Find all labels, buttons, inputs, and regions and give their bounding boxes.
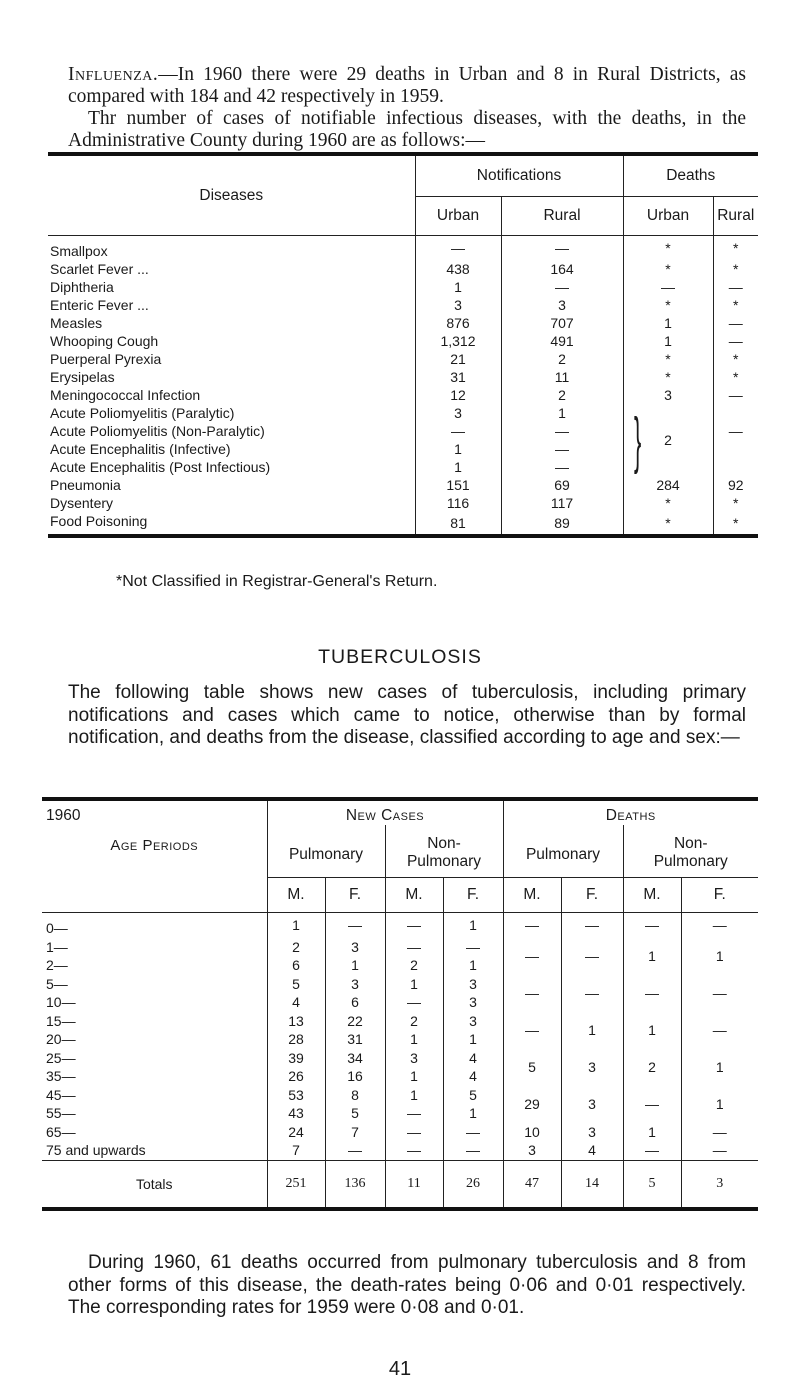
case-cell: — xyxy=(325,1141,385,1160)
disease-name: Scarlet Fever ... xyxy=(50,261,149,277)
case-cell: 22 xyxy=(325,1012,385,1031)
case-cell: — xyxy=(443,938,503,957)
right-brace-icon: } xyxy=(633,406,641,475)
death-cell: — xyxy=(503,938,561,975)
death-cell: — xyxy=(561,938,623,975)
intro-text-1: —In 1960 there were 29 deaths in Urban and 8 in Rural Districts, as compared with 184 and 42 respectively in 1959. xyxy=(68,64,746,107)
case-cell: 1 xyxy=(385,975,443,994)
sub-nonpulmonary-new xyxy=(385,825,503,878)
case-cell: 4 xyxy=(443,1067,503,1086)
col-notifications: Notifications xyxy=(415,154,623,197)
cell: 707 xyxy=(501,314,623,332)
cell xyxy=(713,458,758,476)
tuberculosis-table xyxy=(42,797,758,1211)
table-row xyxy=(42,1123,758,1142)
cell: * xyxy=(713,236,758,261)
cell: * xyxy=(713,512,758,536)
cell: 92 xyxy=(713,476,758,494)
col-f: F. xyxy=(681,878,758,913)
death-cell: — xyxy=(623,913,681,938)
case-cell: 3 xyxy=(443,975,503,994)
intro-text-2: Thr number of cases of notifiable infectious diseases, with the deaths, in the Administrative County during 1960 are as follows:— xyxy=(68,108,746,151)
cell: — xyxy=(415,236,501,261)
age-period: 2— xyxy=(46,957,68,973)
case-cell: 31 xyxy=(325,1030,385,1049)
cell: 438 xyxy=(415,260,501,278)
disease-name: Enteric Fever ... xyxy=(50,297,149,313)
cell: * xyxy=(623,260,713,278)
age-period: 1— xyxy=(46,938,68,955)
col-new-cases: New Cases xyxy=(267,799,503,825)
age-period: 15— xyxy=(46,1012,76,1029)
cell: 1 xyxy=(623,314,713,332)
notifiable-diseases-table xyxy=(48,152,758,538)
influenza-heading: Influenza. xyxy=(68,64,159,85)
cell: — xyxy=(501,278,623,296)
cell: — xyxy=(713,314,758,332)
case-cell: 53 xyxy=(267,1086,325,1105)
age-period: 10— xyxy=(46,994,76,1010)
grouped-deaths-cell xyxy=(623,404,713,476)
case-cell: 3 xyxy=(325,975,385,994)
disease-name: Acute Encephalitis (Infective) xyxy=(50,441,231,457)
death-cell: 1 xyxy=(623,938,681,975)
table-row xyxy=(42,1012,758,1031)
col-f: F. xyxy=(443,878,503,913)
death-cell: — xyxy=(623,1141,681,1160)
case-cell: 28 xyxy=(267,1030,325,1049)
tuberculosis-heading: TUBERCULOSIS xyxy=(318,646,482,668)
case-cell: 8 xyxy=(325,1086,385,1105)
case-cell: 3 xyxy=(443,1012,503,1031)
cell: * xyxy=(713,260,758,278)
disease-name: Erysipelas xyxy=(50,369,115,385)
table-row xyxy=(48,386,758,404)
case-cell: 13 xyxy=(267,1012,325,1031)
total-cell: 26 xyxy=(443,1160,503,1209)
cell: 1 xyxy=(415,458,501,476)
cell: — xyxy=(501,236,623,261)
cell: 1 xyxy=(415,278,501,296)
death-cell: — xyxy=(561,913,623,938)
table-row xyxy=(42,913,758,938)
death-cell: 1 xyxy=(681,938,758,975)
death-cell: — xyxy=(503,913,561,938)
cell: 12 xyxy=(415,386,501,404)
col-diseases: Diseases xyxy=(48,154,415,236)
cell: — xyxy=(415,422,501,440)
death-cell: 3 xyxy=(503,1141,561,1160)
disease-name: Diphtheria xyxy=(50,279,114,295)
death-cell: — xyxy=(623,1086,681,1123)
disease-name: Dysentery xyxy=(50,495,114,511)
death-cell: 1 xyxy=(681,1086,758,1123)
cell: 31 xyxy=(415,368,501,386)
case-cell: — xyxy=(385,1123,443,1142)
intro-paragraph xyxy=(68,64,746,108)
cell: 1 xyxy=(623,332,713,350)
page-number: 41 xyxy=(388,1358,412,1380)
death-cell: — xyxy=(681,1141,758,1160)
death-cell: — xyxy=(681,975,758,1012)
age-period: 5— xyxy=(46,975,68,992)
case-cell: 5 xyxy=(325,1104,385,1123)
age-period: 55— xyxy=(46,1105,76,1121)
age-period: 35— xyxy=(46,1068,76,1084)
col-m: M. xyxy=(503,878,561,913)
sub-deaths-urban: Urban xyxy=(623,197,713,236)
cell: 116 xyxy=(415,494,501,512)
case-cell: 1 xyxy=(443,1030,503,1049)
total-cell: 251 xyxy=(267,1160,325,1209)
disease-name: Whooping Cough xyxy=(50,333,159,349)
case-cell: 2 xyxy=(385,1012,443,1031)
table-row xyxy=(48,332,758,350)
table-row xyxy=(48,476,758,494)
cell xyxy=(713,440,758,458)
death-cell: 4 xyxy=(561,1141,623,1160)
case-cell: 6 xyxy=(267,956,325,975)
case-cell: 1 xyxy=(385,1067,443,1086)
case-cell: 2 xyxy=(385,956,443,975)
cell: 3 xyxy=(415,404,501,422)
case-cell: — xyxy=(385,913,443,938)
nonpulm-line1: Non- xyxy=(427,835,461,852)
case-cell: 1 xyxy=(325,956,385,975)
cell: 89 xyxy=(501,512,623,536)
cell: 81 xyxy=(415,512,501,536)
cell: — xyxy=(501,458,623,476)
case-cell: 16 xyxy=(325,1067,385,1086)
cell: 11 xyxy=(501,368,623,386)
sub-pulmonary-deaths: Pulmonary xyxy=(503,825,623,878)
table-row xyxy=(48,512,758,536)
sub-notif-rural: Rural xyxy=(501,197,623,236)
disease-name: Measles xyxy=(50,315,103,331)
death-cell: 1 xyxy=(623,1012,681,1049)
case-cell: 26 xyxy=(267,1067,325,1086)
table-row xyxy=(48,368,758,386)
grouped-deaths-value: 2 xyxy=(664,432,672,448)
table1-footnote: *Not Classified in Registrar-General's Return. xyxy=(116,573,438,590)
death-cell: 5 xyxy=(503,1049,561,1086)
cell: — xyxy=(713,278,758,296)
disease-name: Acute Poliomyelitis (Non-Paralytic) xyxy=(50,423,265,439)
age-period: 65— xyxy=(46,1123,76,1140)
table-row xyxy=(48,350,758,368)
disease-name: Meningococcal Infection xyxy=(50,387,201,403)
death-cell: 3 xyxy=(561,1086,623,1123)
cell: — xyxy=(713,332,758,350)
age-period: 75 and upwards xyxy=(46,1142,146,1158)
col-m: M. xyxy=(385,878,443,913)
cell: — xyxy=(623,278,713,296)
age-period: 25— xyxy=(46,1049,76,1066)
total-cell: 47 xyxy=(503,1160,561,1209)
table-row xyxy=(42,1049,758,1068)
cell: 164 xyxy=(501,260,623,278)
tuberculosis-paragraph: The following table shows new cases of tuberculosis, including primary notifications and cases which came to notice, otherwise than by formal notification, and deaths from the disease, classified according to age and sex:— xyxy=(68,682,746,748)
cell: 2 xyxy=(501,350,623,368)
case-cell: 5 xyxy=(443,1086,503,1105)
death-cell: 2 xyxy=(623,1049,681,1086)
table-row xyxy=(48,314,758,332)
death-cell: — xyxy=(681,1012,758,1049)
case-cell: 1 xyxy=(443,1104,503,1123)
cell: — xyxy=(501,440,623,458)
age-period: 45— xyxy=(46,1086,76,1103)
case-cell: 1 xyxy=(385,1030,443,1049)
cell: 1,312 xyxy=(415,332,501,350)
cell: 117 xyxy=(501,494,623,512)
case-cell: 43 xyxy=(267,1104,325,1123)
cell: — xyxy=(501,422,623,440)
col-deaths: Deaths xyxy=(503,799,758,825)
cell: 491 xyxy=(501,332,623,350)
sub-notif-urban: Urban xyxy=(415,197,501,236)
case-cell: 34 xyxy=(325,1049,385,1068)
col-m: M. xyxy=(623,878,681,913)
cell: 876 xyxy=(415,314,501,332)
cell: 21 xyxy=(415,350,501,368)
total-cell: 11 xyxy=(385,1160,443,1209)
table-row xyxy=(48,278,758,296)
cell: 151 xyxy=(415,476,501,494)
cell: — xyxy=(713,422,758,440)
cell: * xyxy=(713,368,758,386)
death-cell: — xyxy=(623,975,681,1012)
death-cell: — xyxy=(681,913,758,938)
disease-name: Puerperal Pyrexia xyxy=(50,351,162,367)
cell: * xyxy=(623,236,713,261)
age-period: 20— xyxy=(46,1031,76,1047)
death-cell: 1 xyxy=(681,1049,758,1086)
death-cell: 10 xyxy=(503,1123,561,1142)
case-cell: — xyxy=(325,913,385,938)
case-cell: 24 xyxy=(267,1123,325,1142)
case-cell: 1 xyxy=(443,913,503,938)
table-row xyxy=(48,494,758,512)
cell: * xyxy=(623,296,713,314)
cell: 1 xyxy=(415,440,501,458)
case-cell: — xyxy=(385,1104,443,1123)
case-cell: 6 xyxy=(325,993,385,1012)
cell: * xyxy=(623,494,713,512)
death-cell: 1 xyxy=(561,1012,623,1049)
col-f: F. xyxy=(561,878,623,913)
cell: * xyxy=(623,512,713,536)
nonpulm-line1: Non- xyxy=(673,835,708,852)
table-row xyxy=(48,260,758,278)
case-cell: — xyxy=(443,1141,503,1160)
col-m: M. xyxy=(267,878,325,913)
death-cell: 3 xyxy=(561,1123,623,1142)
sub-pulmonary-new: Pulmonary xyxy=(267,825,385,878)
case-cell: 1 xyxy=(267,913,325,938)
table-row xyxy=(48,404,758,422)
case-cell: 3 xyxy=(385,1049,443,1068)
nonpulm-line2: Pulmonary xyxy=(653,853,728,870)
death-cell: — xyxy=(503,975,561,1012)
cell xyxy=(713,404,758,422)
col-age-periods: Age Periods xyxy=(110,837,199,854)
cell: * xyxy=(713,350,758,368)
table-row xyxy=(42,1086,758,1105)
total-cell: 14 xyxy=(561,1160,623,1209)
age-period: 0— xyxy=(46,920,68,936)
disease-name: Food Poisoning xyxy=(50,513,148,529)
case-cell: — xyxy=(443,1123,503,1142)
table-row xyxy=(42,938,758,957)
total-cell: 3 xyxy=(681,1160,758,1209)
death-cell: 3 xyxy=(561,1049,623,1086)
death-cell: — xyxy=(503,1012,561,1049)
case-cell: 3 xyxy=(443,993,503,1012)
disease-name: Acute Encephalitis (Post Infectious) xyxy=(50,459,271,475)
case-cell: 4 xyxy=(443,1049,503,1068)
table-row xyxy=(42,975,758,994)
total-cell: 136 xyxy=(325,1160,385,1209)
cell: 1 xyxy=(501,404,623,422)
death-cell: 1 xyxy=(623,1123,681,1142)
disease-name: Pneumonia xyxy=(50,477,121,493)
closing-paragraph: During 1960, 61 deaths occurred from pulmonary tuberculosis and 8 from other forms of this disease, the death-rates being 0·06 and 0·01 respectively. The corresponding rates for 1959 were 0·08 and 0·01. xyxy=(68,1252,746,1318)
case-cell: — xyxy=(385,993,443,1012)
case-cell: — xyxy=(385,938,443,957)
total-cell: 5 xyxy=(623,1160,681,1209)
case-cell: 7 xyxy=(267,1141,325,1160)
totals-label: Totals xyxy=(135,1175,173,1192)
disease-name: Acute Poliomyelitis (Paralytic) xyxy=(50,405,235,421)
cell: 3 xyxy=(623,386,713,404)
cell: 2 xyxy=(501,386,623,404)
case-cell: 7 xyxy=(325,1123,385,1142)
cell: 3 xyxy=(415,296,501,314)
case-cell: 5 xyxy=(267,975,325,994)
year-label: 1960 xyxy=(46,807,81,824)
death-cell: — xyxy=(561,975,623,1012)
table-row xyxy=(48,296,758,314)
sub-deaths-rural: Rural xyxy=(713,197,758,236)
cell: 69 xyxy=(501,476,623,494)
case-cell: 1 xyxy=(443,956,503,975)
nonpulm-line2: Pulmonary xyxy=(406,853,482,870)
cell: * xyxy=(713,296,758,314)
case-cell: 39 xyxy=(267,1049,325,1068)
disease-name: Smallpox xyxy=(50,243,108,259)
cell: * xyxy=(623,368,713,386)
col-f: F. xyxy=(325,878,385,913)
cell: 284 xyxy=(623,476,713,494)
cell: * xyxy=(623,350,713,368)
table-row xyxy=(48,236,758,261)
death-cell: 29 xyxy=(503,1086,561,1123)
case-cell: 1 xyxy=(385,1086,443,1105)
table-row xyxy=(42,1141,758,1160)
col-deaths: Deaths xyxy=(623,154,758,197)
cell: 3 xyxy=(501,296,623,314)
case-cell: — xyxy=(385,1141,443,1160)
sub-nonpulmonary-deaths xyxy=(623,825,758,878)
case-cell: 3 xyxy=(325,938,385,957)
cell: — xyxy=(713,386,758,404)
death-cell: — xyxy=(681,1123,758,1142)
cell: * xyxy=(713,494,758,512)
case-cell: 4 xyxy=(267,993,325,1012)
case-cell: 2 xyxy=(267,938,325,957)
